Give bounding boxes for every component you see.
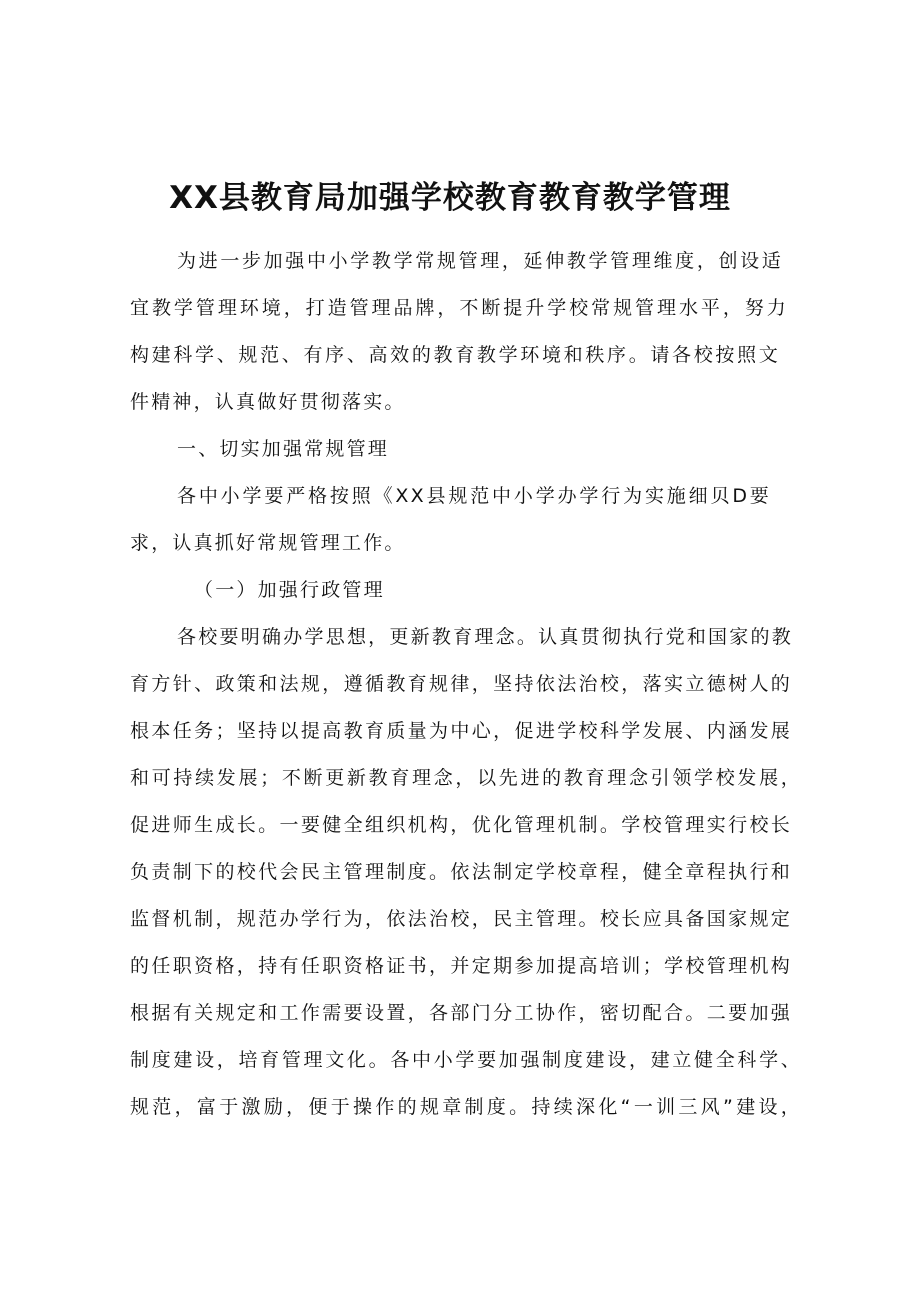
paragraph-line: 根本任务；坚持以提高教育质量为中心，促进学校科学发展、内涵发展 <box>130 720 792 742</box>
paragraph-line: 各校要明确办学思想，更新教育理念。认真贯彻执行党和国家的教 <box>177 626 793 648</box>
paragraph-line: 求，认真抓好常规管理工作。 <box>130 532 406 554</box>
paragraph-line: 各中小学要严格按照《XX县规范中小学办学行为实施细贝D要 <box>177 485 771 507</box>
section-heading: 一、切实加强常规管理 <box>177 438 390 460</box>
paragraph-line: 监督机制，规范办学行为，依法治校，民主管理。校长应具备国家规定 <box>130 908 792 930</box>
paragraph-line: 宜教学管理环境，打造管理品牌，不断提升学校常规管理水平，努力 <box>130 297 788 319</box>
paragraph-line: 育方针、政策和法规，遵循教育规律，坚持依法治校，落实立德树人的 <box>130 673 792 695</box>
paragraph-line: 负责制下的校代会民主管理制度。依法制定学校章程，健全章程执行和 <box>130 861 792 883</box>
paragraph-line: 为进一步加强中小学教学常规管理，延伸教学管理维度，创设适 <box>177 250 783 272</box>
document-title: XX县教育局加强学校教育教育教学管理 <box>169 180 731 216</box>
paragraph-line: 构建科学、规范、有序、高效的教育教学环境和秩序。请各校按照文 <box>130 344 780 366</box>
paragraph-line: 规范，富于激励，便于操作的规章制度。持续深化“一训三风”建设， <box>130 1096 802 1118</box>
paragraph-line: 的任职资格，持有任职资格证书，并定期参加提高培训；学校管理机构 <box>130 955 792 977</box>
paragraph-line: 根据有关规定和工作需要设置，各部门分工协作，密切配合。二要加强 <box>130 1002 792 1024</box>
paragraph-line: 件精神，认真做好贯彻落实。 <box>130 391 406 413</box>
paragraph-line: 和可持续发展；不断更新教育理念，以先进的教育理念引领学校发展， <box>130 767 802 789</box>
paragraph-line: 制度建设，培育管理文化。各中小学要加强制度建设，建立健全科学、 <box>130 1049 802 1071</box>
paragraph-line: 促进师生成长。一要健全组织机构，优化管理机制。学校管理实行校长 <box>130 814 792 836</box>
subsection-heading: （一）加强行政管理 <box>194 579 385 601</box>
